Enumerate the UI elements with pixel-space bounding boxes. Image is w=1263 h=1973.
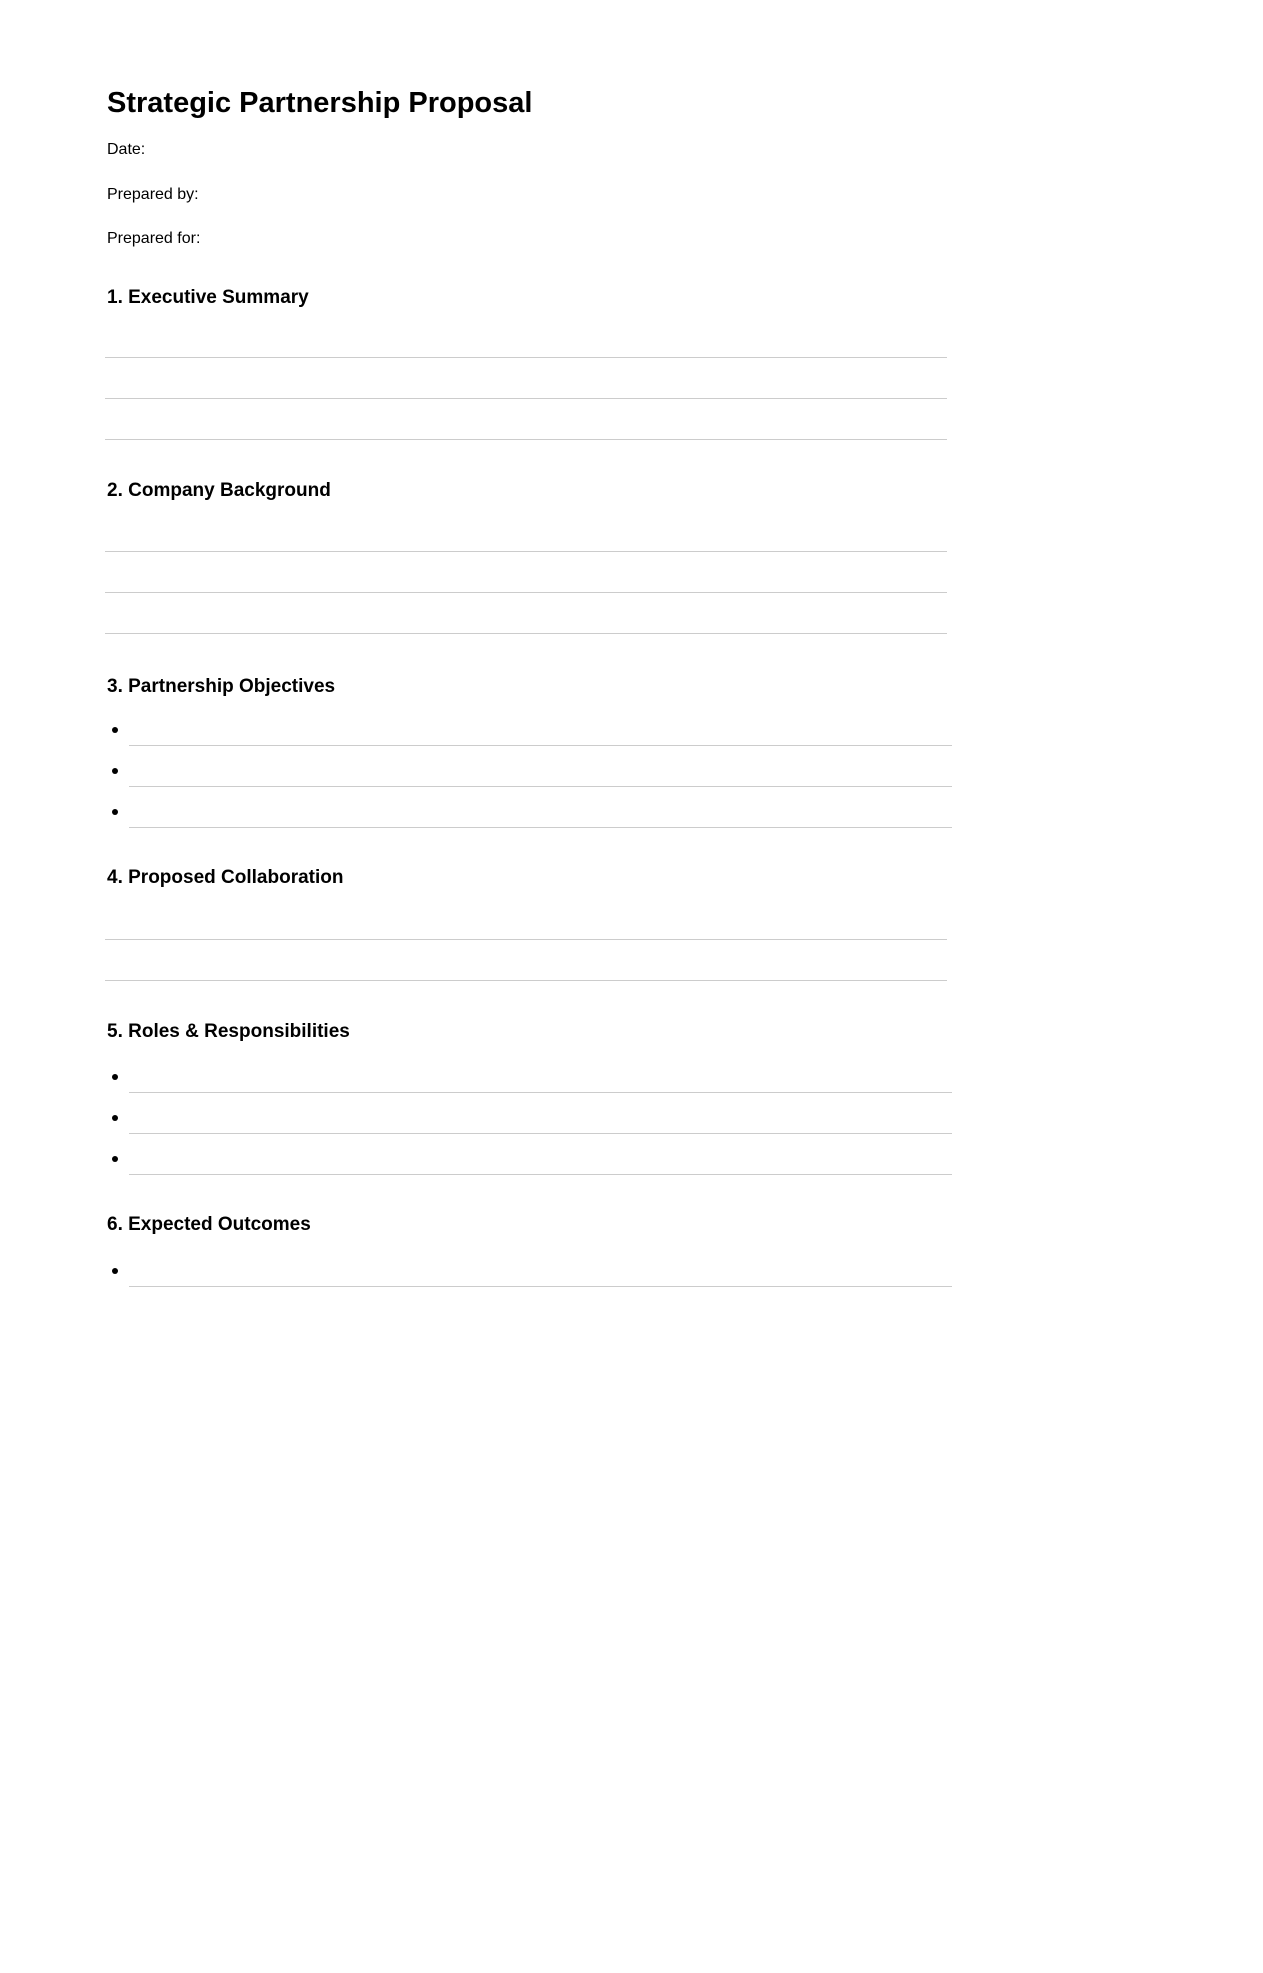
- fill-line[interactable]: [129, 1174, 952, 1175]
- fill-line[interactable]: [105, 633, 947, 634]
- bullet-icon: [112, 1115, 118, 1121]
- fill-line[interactable]: [105, 439, 947, 440]
- fill-line[interactable]: [129, 827, 952, 828]
- fill-line[interactable]: [105, 939, 947, 940]
- bullet-icon: [112, 768, 118, 774]
- bullet-icon: [112, 809, 118, 815]
- section-expected-outcomes: [107, 1213, 957, 1237]
- bullet-item[interactable]: [107, 745, 957, 786]
- bullet-icon: [112, 727, 118, 733]
- prepared-for-label: Prepared for:: [107, 230, 201, 247]
- bullet-item[interactable]: [107, 1133, 957, 1174]
- bullet-item[interactable]: [107, 786, 957, 827]
- section-partnership-objectives: [107, 675, 957, 699]
- fill-line[interactable]: [105, 592, 947, 593]
- fill-line[interactable]: [105, 357, 947, 358]
- section-executive-summary: [107, 286, 957, 310]
- bullet-item[interactable]: [107, 1051, 957, 1092]
- fill-line[interactable]: [105, 980, 947, 981]
- bullet-item[interactable]: [107, 704, 957, 745]
- section-heading: 3. Partnership Objectives: [107, 676, 336, 697]
- section-heading: 5. Roles & Responsibilities: [107, 1021, 350, 1042]
- section-company-background: [107, 479, 957, 503]
- bullet-icon: [112, 1074, 118, 1080]
- bullet-icon: [112, 1268, 118, 1274]
- document-title: Strategic Partnership Proposal: [107, 87, 533, 119]
- bullet-icon: [112, 1156, 118, 1162]
- bullet-item[interactable]: [107, 1092, 957, 1133]
- date-label: Date:: [107, 141, 146, 158]
- fill-line[interactable]: [105, 398, 947, 399]
- bullet-item[interactable]: [107, 1245, 957, 1286]
- fill-line[interactable]: [105, 551, 947, 552]
- section-heading: 1. Executive Summary: [107, 287, 309, 308]
- prepared-by-label: Prepared by:: [107, 186, 199, 203]
- fill-line[interactable]: [129, 1286, 952, 1287]
- section-heading: 6. Expected Outcomes: [107, 1214, 311, 1235]
- section-heading: 2. Company Background: [107, 480, 331, 501]
- section-heading: 4. Proposed Collaboration: [107, 867, 344, 888]
- section-proposed-collaboration: [107, 866, 957, 890]
- section-roles-responsibilities: [107, 1020, 957, 1044]
